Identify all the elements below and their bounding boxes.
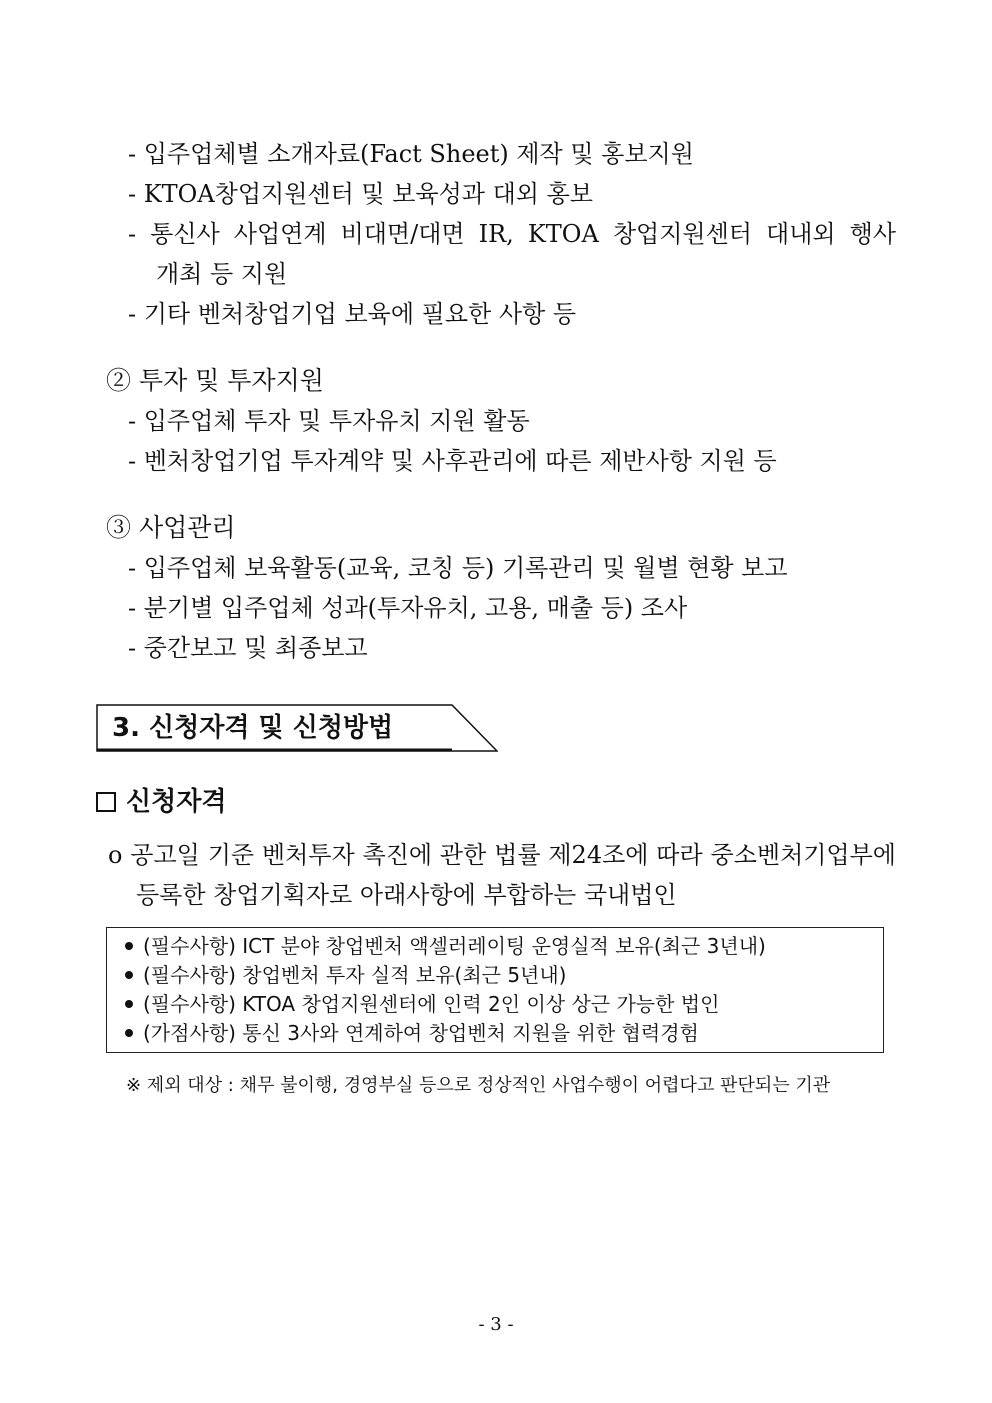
- word: 벤처투자: [261, 841, 355, 869]
- list-item: [128, 219, 896, 249]
- bullet-item: [125, 1019, 883, 1048]
- list-item-continuation: 개최 등 지원: [156, 260, 288, 288]
- word: 법률: [494, 841, 541, 869]
- list-item: - 중간보고 및 최종보고: [128, 634, 368, 662]
- word: 통신사: [150, 220, 220, 248]
- list-item: - KTOA창업지원센터 및 보육성과 대외 홍보: [128, 180, 593, 208]
- checkbox-icon: [96, 792, 116, 812]
- list-item: - 기타 벤처창업기업 보육에 필요한 사항 등: [128, 300, 577, 328]
- bullet-item: [125, 932, 883, 961]
- exclusion-note: ※ 제외 대상 : 채무 불이행, 경영부실 등으로 정상적인 사업수행이 어렵다고 판단되는 기관: [126, 1075, 831, 1096]
- word: 제24조에: [548, 841, 649, 869]
- word: 대내외: [766, 220, 836, 248]
- word: 행사: [849, 220, 896, 248]
- bullet-icon: [125, 1029, 133, 1037]
- word: IR,: [478, 220, 514, 248]
- subheading: [96, 786, 226, 818]
- section-title: 3. 신청자격 및 신청방법: [112, 713, 394, 743]
- bullet-item: [125, 990, 883, 1019]
- word: o: [108, 841, 123, 869]
- bullet-item: [125, 961, 883, 990]
- page-number: - 3 -: [478, 1314, 514, 1335]
- word: -: [128, 220, 137, 248]
- word: 비대면/대면: [340, 220, 465, 248]
- list-item: - 입주업체별 소개자료(Fact Sheet) 제작 및 홍보지원: [128, 140, 694, 168]
- list-item: - 분기별 입주업체 성과(투자유치, 고용, 매출 등) 조사: [128, 594, 688, 622]
- word: 사업연계: [233, 220, 327, 248]
- bullet-text: (필수사항) 창업벤처 투자 실적 보유(최근 5년내): [143, 963, 567, 987]
- word: 촉진에: [362, 841, 433, 869]
- bullet-icon: [125, 1000, 133, 1008]
- bullet-icon: [125, 971, 133, 979]
- item2-title: ② 투자 및 투자지원: [106, 366, 324, 395]
- section-heading: [96, 704, 498, 752]
- requirements-box: [106, 927, 884, 1053]
- word: 관한: [439, 841, 487, 869]
- bullet-text: (필수사항) KTOA 창업지원센터에 인력 2인 이상 상근 가능한 법인: [143, 992, 720, 1016]
- list-item: - 입주업체 투자 및 투자유치 지원 활동: [128, 407, 530, 435]
- bullet-icon: [125, 942, 133, 950]
- word: 기준: [207, 841, 255, 869]
- subheading-text: 신청자격: [126, 787, 227, 817]
- paragraph-line: 등록한 창업기획자로 아래사항에 부합하는 국내법인: [136, 881, 677, 909]
- word: 창업지원센터: [612, 220, 752, 248]
- bullet-text: (가점사항) 통신 3사와 연계하여 창업벤처 지원을 위한 협력경험: [143, 1021, 699, 1045]
- word: KTOA: [527, 220, 599, 248]
- word: 따라: [656, 841, 703, 869]
- word: 공고일: [130, 841, 200, 869]
- bullet-text: (필수사항) ICT 분야 창업벤처 액셀러레이팅 운영실적 보유(최근 3년내): [143, 934, 766, 958]
- item3-title: ③ 사업관리: [106, 513, 236, 542]
- paragraph-line: [108, 840, 896, 870]
- list-item: - 입주업체 보육활동(교육, 코칭 등) 기록관리 및 월별 현황 보고: [128, 554, 788, 582]
- word: 중소벤처기업부에: [710, 841, 896, 869]
- list-item: - 벤처창업기업 투자계약 및 사후관리에 따른 제반사항 지원 등: [128, 447, 777, 475]
